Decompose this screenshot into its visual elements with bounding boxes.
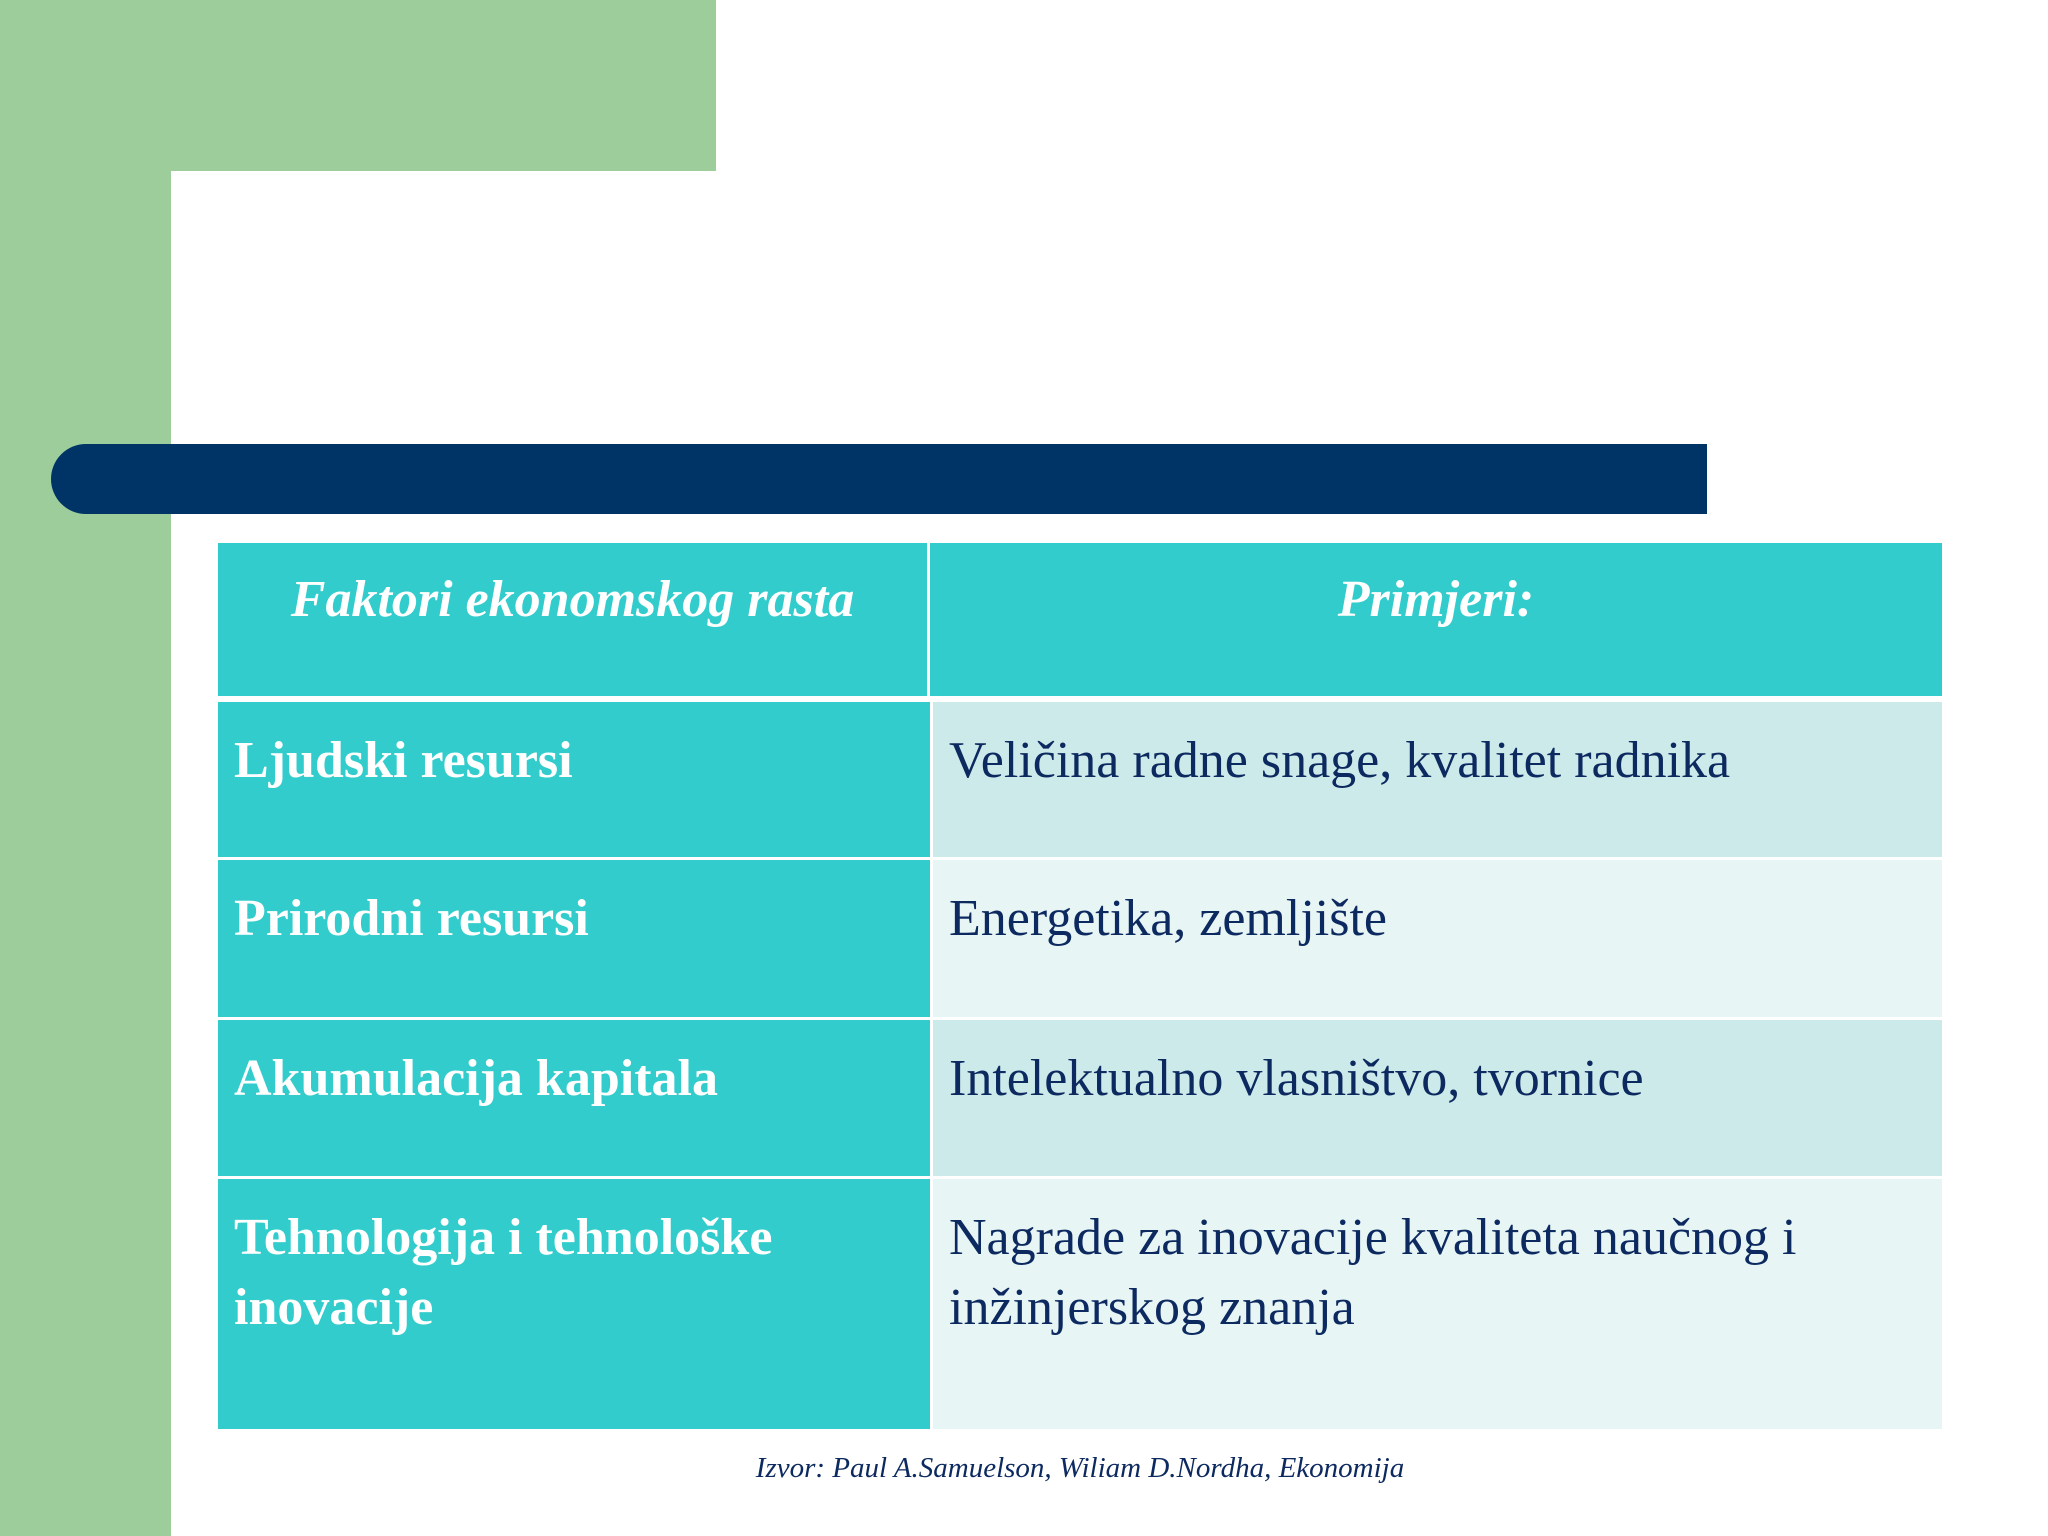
header-factors: Faktori ekonomskog rasta: [218, 543, 930, 702]
title-bar: [51, 444, 1707, 514]
example-cell: Nagrade za inovacije kvaliteta naučnog i inžinjerskog znanja: [930, 1179, 1942, 1429]
header-examples: Primjeri:: [930, 543, 1942, 702]
example-cell: Energetika, zemljište: [930, 860, 1942, 1020]
green-top-band: [0, 0, 716, 171]
factor-cell: Akumulacija kapitala: [218, 1020, 930, 1179]
factor-cell: Ljudski resursi: [218, 702, 930, 860]
example-cell: Veličina radne snage, kvalitet radnika: [930, 702, 1942, 860]
factor-cell: Prirodni resursi: [218, 860, 930, 1020]
factors-table: [218, 543, 1942, 1429]
source-citation: Izvor: Paul A.Samuelson, Wiliam D.Nordha, Ekonomija: [755, 1452, 1405, 1484]
example-cell: Intelektualno vlasništvo, tvornice: [930, 1020, 1942, 1179]
green-side-band: [0, 0, 171, 1536]
factor-cell: Tehnologija i tehnološke inovacije: [218, 1179, 930, 1429]
